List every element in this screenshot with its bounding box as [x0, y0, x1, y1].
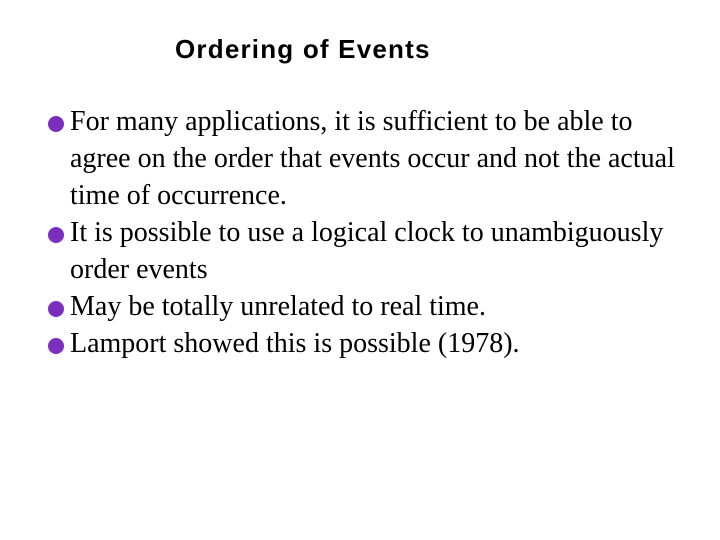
bullet-item — [0, 103, 690, 214]
bullet-text: Lamport showed this is possible (1978). — [70, 328, 520, 359]
bullet-text: May be totally unrelated to real time. — [70, 291, 486, 322]
bullet-dot-icon — [48, 301, 64, 317]
bullet-text: For many applications, it is sufficient to be able to agree on the order that events occur and not the actual time of occurrence. — [70, 106, 675, 211]
bullet-item — [0, 325, 690, 362]
bullet-dot-icon — [48, 116, 64, 132]
bullet-dot-icon — [48, 227, 64, 243]
slide-title: Ordering of Events — [175, 34, 431, 64]
bullet-text: It is possible to use a logical clock to unambiguously order events — [70, 217, 664, 285]
bullet-item — [0, 214, 690, 288]
bullet-item — [0, 288, 690, 325]
bullet-list — [0, 103, 690, 362]
bullet-dot-icon — [48, 338, 64, 354]
